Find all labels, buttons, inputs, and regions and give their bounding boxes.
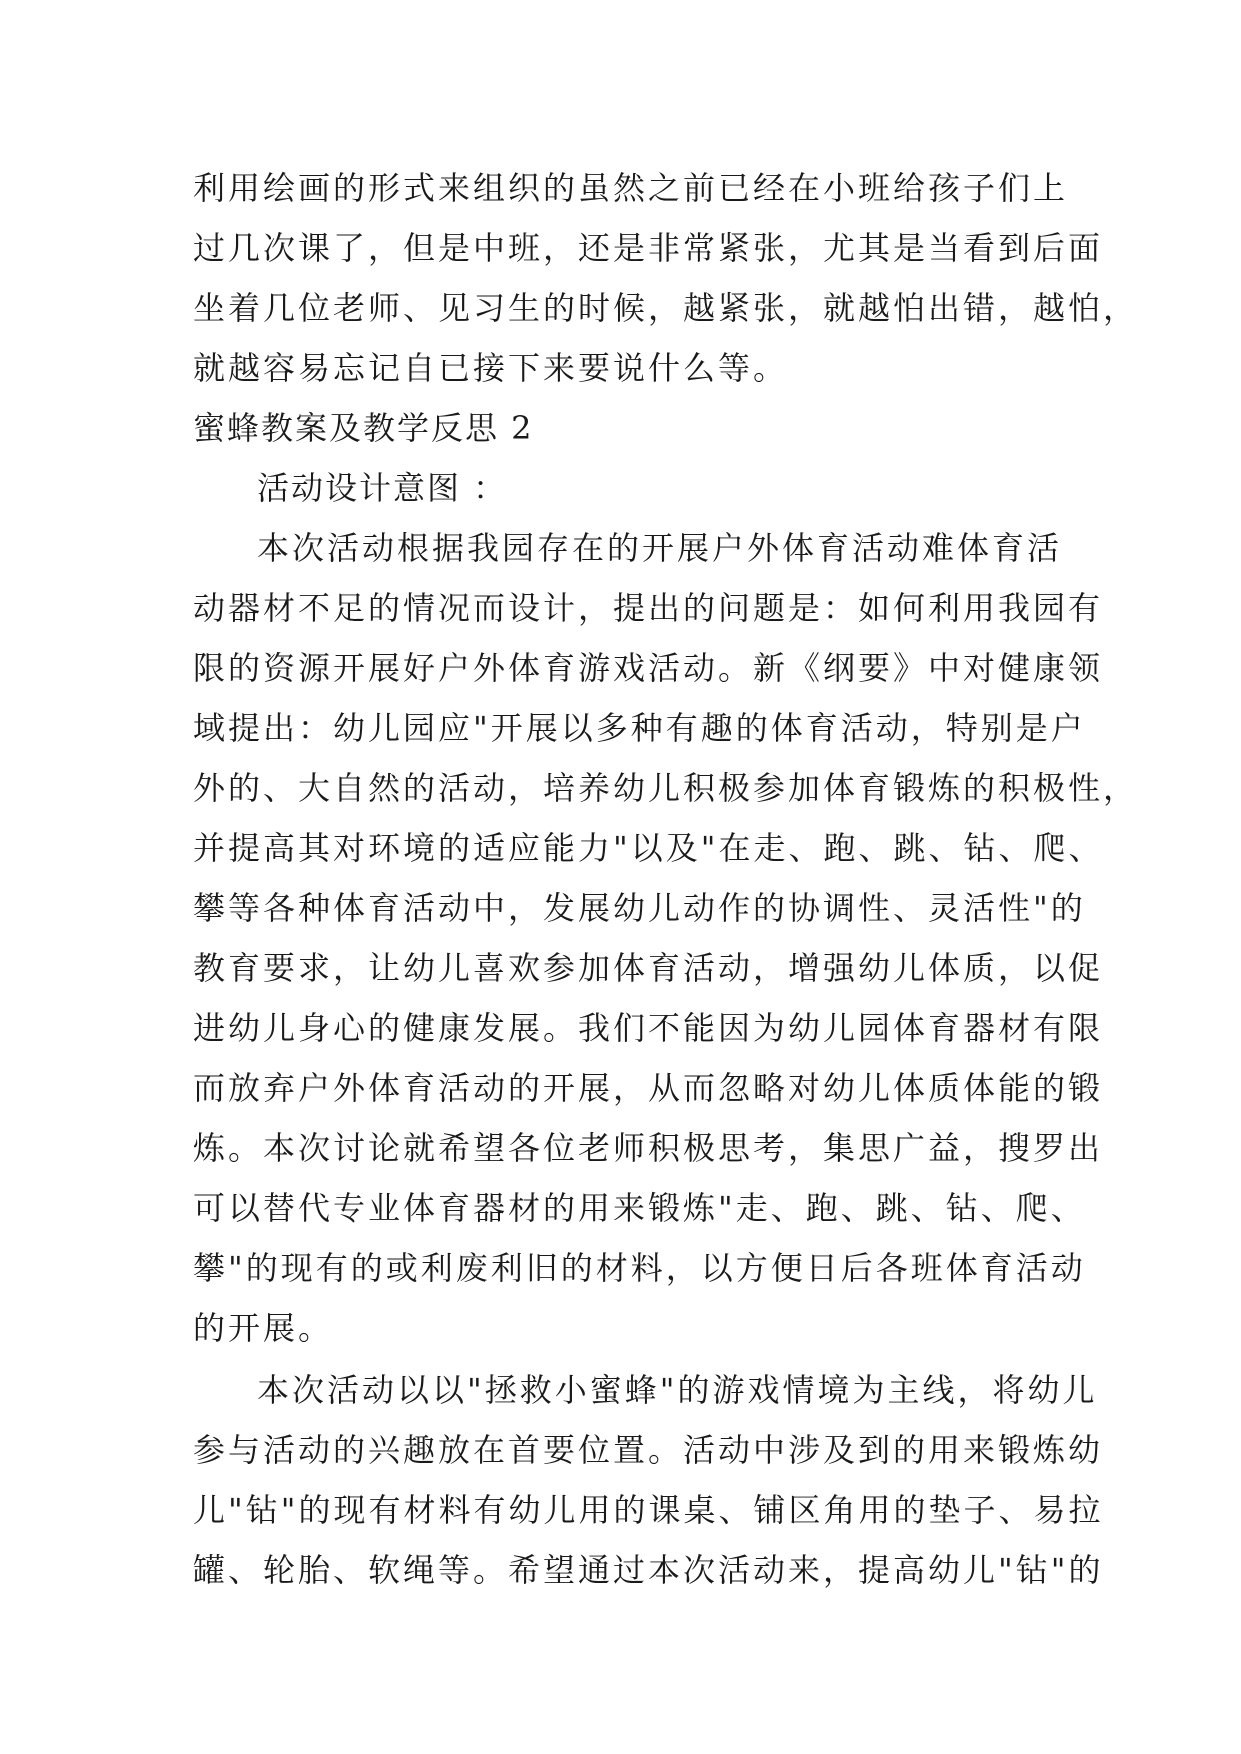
text-line: 本次活动根据我园存在的开展户外体育活动难体育活: [257, 529, 1063, 567]
text-line: 域提出：幼儿园应"开展以多种有趣的体育活动，特别是户: [193, 709, 1086, 747]
text-line: 外的、大自然的活动，培养幼儿积极参加体育锻炼的积极性，: [193, 769, 1139, 807]
text-line: 进幼儿身心的健康发展。我们不能因为幼儿园体育器材有限: [193, 1009, 1104, 1047]
text-line: 利用绘画的形式来组织的虽然之前已经在小班给孩子们上: [193, 169, 1069, 207]
paragraph-design-intent: [193, 518, 1139, 1358]
text-line: 本次活动以以"拯救小蜜蜂"的游戏情境为主线，将幼儿: [257, 1371, 1098, 1409]
text-line: 坐着几位老师、见习生的时候，越紧张，就越怕出错，越怕，: [193, 289, 1139, 327]
text-line: 而放弃户外体育活动的开展，从而忽略对幼儿体质体能的锻: [193, 1069, 1104, 1107]
section-title: 蜜蜂教案及教学反思 2: [193, 409, 534, 447]
text-line: 过几次课了，但是中班，还是非常紧张，尤其是当看到后面: [193, 229, 1104, 267]
text-line: 攀"的现有的或利废利旧的材料，以方便日后各班体育活动: [193, 1249, 1086, 1287]
text-line: 的开展。: [193, 1309, 334, 1347]
text-line: 罐、轮胎、软绳等。希望通过本次活动来，提高幼儿"钻"的: [193, 1551, 1104, 1589]
subheading-design-intent: 活动设计意图 ：: [257, 469, 508, 507]
document-page: [193, 158, 1139, 1600]
paragraph-continued: [193, 158, 1139, 398]
paragraph-activity-theme: [193, 1360, 1104, 1600]
text-line: 儿"钻"的现有材料有幼儿用的课桌、铺区角用的垫子、易拉: [193, 1491, 1104, 1529]
text-line: 动器材不足的情况而设计，提出的问题是：如何利用我园有: [193, 589, 1104, 627]
text-line: 并提高其对环境的适应能力"以及"在走、跑、跳、钻、爬、: [193, 829, 1104, 867]
text-line: 攀等各种体育活动中，发展幼儿动作的协调性、灵活性"的: [193, 889, 1086, 927]
text-line: 参与活动的兴趣放在首要位置。活动中涉及到的用来锻炼幼: [193, 1431, 1104, 1469]
text-line: 就越容易忘记自已接下来要说什么等。: [193, 349, 789, 387]
text-line: 教育要求，让幼儿喜欢参加体育活动，增强幼儿体质，以促: [193, 949, 1104, 987]
text-line: 限的资源开展好户外体育游戏活动。新《纲要》中对健康领: [193, 649, 1104, 687]
text-line: 可以替代专业体育器材的用来锻炼"走、跑、跳、钻、爬、: [193, 1189, 1086, 1227]
text-line: 炼。本次讨论就希望各位老师积极思考，集思广益，搜罗出: [193, 1129, 1104, 1167]
